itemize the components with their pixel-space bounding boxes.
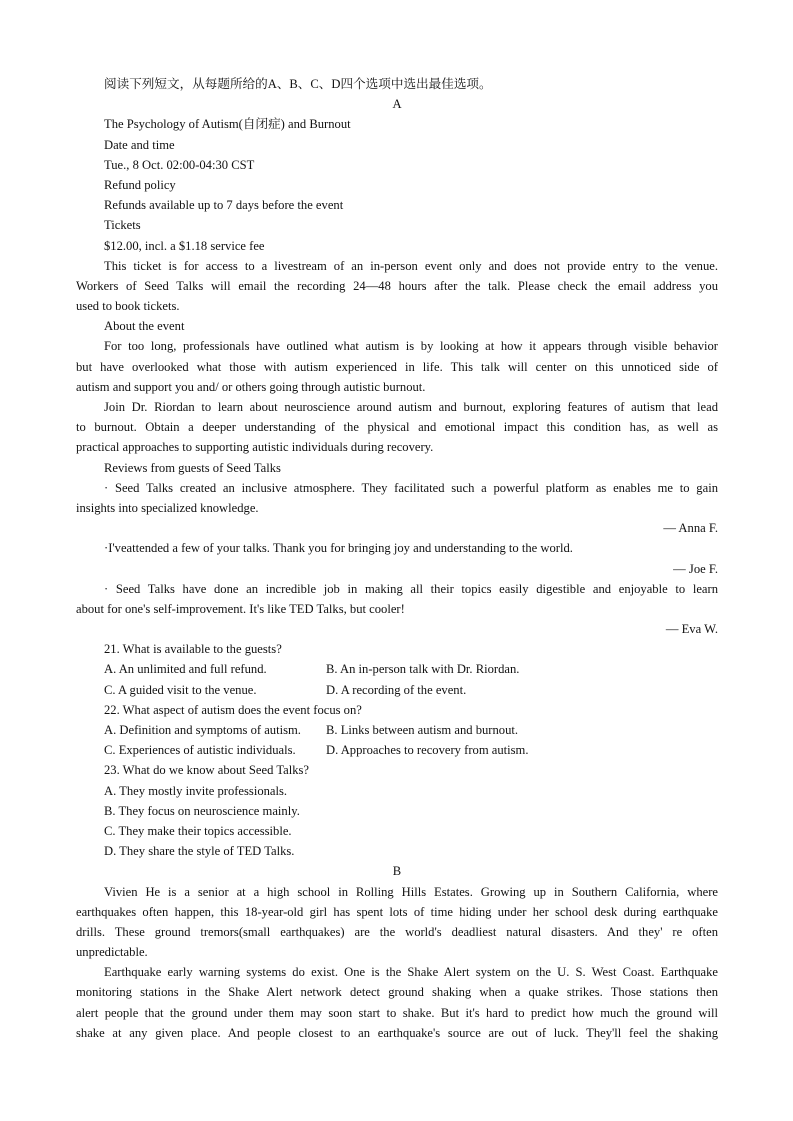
passage-b-p1-line: earthquakes often happen, this 18-year-old girl has spent lots of time hiding under her school desk during earthquake — [76, 904, 718, 919]
option-a[interactable]: A. Definition and symptoms of autism. — [104, 723, 301, 737]
passage-b-p2-line: monitoring stations in the Shake Alert network detect ground shaking when a quake strikes. Those stations then — [76, 985, 718, 1000]
event-title: The Psychology of Autism(自闭症) and Burnout — [104, 117, 351, 132]
refund-value: Refunds available up to 7 days before the event — [104, 198, 344, 213]
option-a[interactable]: A. An unlimited and full refund. — [104, 662, 267, 677]
option-b[interactable]: B. They focus on neuroscience mainly. — [104, 803, 300, 818]
ticket-note-line: used to book tickets. — [76, 299, 180, 314]
question-22-options — [76, 720, 718, 740]
review-author: — Eva W. — [665, 622, 718, 637]
date-heading: Date and time — [104, 137, 175, 152]
option-d[interactable]: D. A recording of the event. — [326, 682, 467, 697]
about-p1-line: autism and support you and/ or others going through autistic burnout. — [76, 379, 426, 394]
option-c[interactable]: C. A guided visit to the venue. — [104, 682, 257, 697]
review-line: ·I'veattended a few of your talks. Thank you for bringing joy and understanding to the world. — [104, 541, 573, 556]
review-line: insights into specialized knowledge. — [76, 500, 259, 515]
question-21-options — [76, 680, 718, 700]
reviews-heading: Reviews from guests of Seed Talks — [104, 460, 281, 475]
passage-b-p2-line: alert people that the ground under them may soon start to shake. But it's hard to predict how much the ground will — [76, 1005, 718, 1020]
review-author: — Joe F. — [673, 561, 718, 576]
about-p2-line: practical approaches to supporting autistic individuals during recovery. — [76, 440, 434, 455]
about-p1-line: but have overlooked what those with autism experienced in life. This talk will center on this unnoticed side of — [76, 359, 718, 374]
passage-b-p2-line: shake at any given place. And people closest to an earthquake's source are out of luck. They'll feel the shaking — [76, 1025, 718, 1040]
about-p1-line: For too long, professionals have outlined what autism is by looking at how it appears through visible behavior — [104, 339, 718, 354]
review-line: about for one's self-improvement. It's like TED Talks, but cooler! — [76, 601, 405, 616]
question-22-options — [76, 740, 718, 760]
about-p2-line: Join Dr. Riordan to learn about neuroscience around autism and burnout, exploring features of autism that lead — [104, 400, 718, 414]
question-23-stem: 23. What do we know about Seed Talks? — [104, 763, 310, 778]
passage-b-label: B — [392, 864, 402, 879]
refund-heading: Refund policy — [104, 177, 176, 192]
question-21-stem: 21. What is available to the guests? — [104, 642, 282, 657]
option-c[interactable]: C. Experiences of autistic individuals. — [104, 743, 296, 758]
ticket-note-line: Workers of Seed Talks will email the recording 24—48 hours after the talk. Please check the email address you — [76, 278, 718, 293]
passage-b-p1-line: Vivien He is a senior at a high school in Rolling Hills Estates. Growing up in Southern California, where — [104, 884, 718, 899]
passage-b-p1-line: drills. These ground tremors(small earthquakes) are the world's deadliest natural disasters. And they' re often — [76, 924, 718, 939]
option-d[interactable]: D. Approaches to recovery from autism. — [326, 743, 529, 758]
date-value: Tue., 8 Oct. 02:00-04:30 CST — [104, 157, 255, 172]
passage-a-label: A — [392, 97, 402, 112]
page-content — [76, 74, 718, 1043]
passage-b-p1-line: unpredictable. — [76, 945, 148, 960]
tickets-value: $12.00, incl. a $1.18 service fee — [104, 238, 265, 253]
about-p2-line: to burnout. Obtain a deeper understanding of the physical and emotional impact this condition has, as well as — [76, 420, 718, 435]
question-22-stem: 22. What aspect of autism does the event focus on? — [104, 702, 362, 717]
option-b[interactable]: B. An in-person talk with Dr. Riordan. — [326, 662, 520, 677]
option-d[interactable]: D. They share the style of TED Talks. — [104, 844, 295, 859]
option-a[interactable]: A. They mostly invite professionals. — [104, 783, 288, 798]
review-line: · Seed Talks have done an incredible job in making all their topics easily digestible and enjoyable to learn — [104, 581, 718, 596]
review-author: — Anna F. — [663, 521, 718, 536]
review-line: · Seed Talks created an inclusive atmosphere. They facilitated such a powerful platform as enables me to gain — [104, 480, 718, 495]
about-heading: About the event — [104, 319, 185, 334]
ticket-note-line: This ticket is for access to a livestream of an in-person event only and does not provide entry to the venue. — [104, 258, 718, 273]
passage-b-p2-line: Earthquake early warning systems do exist. One is the Shake Alert system on the U. S. West Coast. Earthquake — [104, 965, 718, 980]
option-b[interactable]: B. Links between autism and burnout. — [326, 723, 519, 737]
question-21-options — [76, 659, 718, 679]
option-c[interactable]: C. They make their topics accessible. — [104, 823, 292, 838]
tickets-heading: Tickets — [104, 218, 141, 233]
instruction: 阅读下列短文，从每题所给的A、B、C、D四个选项中选出最佳选项。 — [104, 77, 492, 91]
